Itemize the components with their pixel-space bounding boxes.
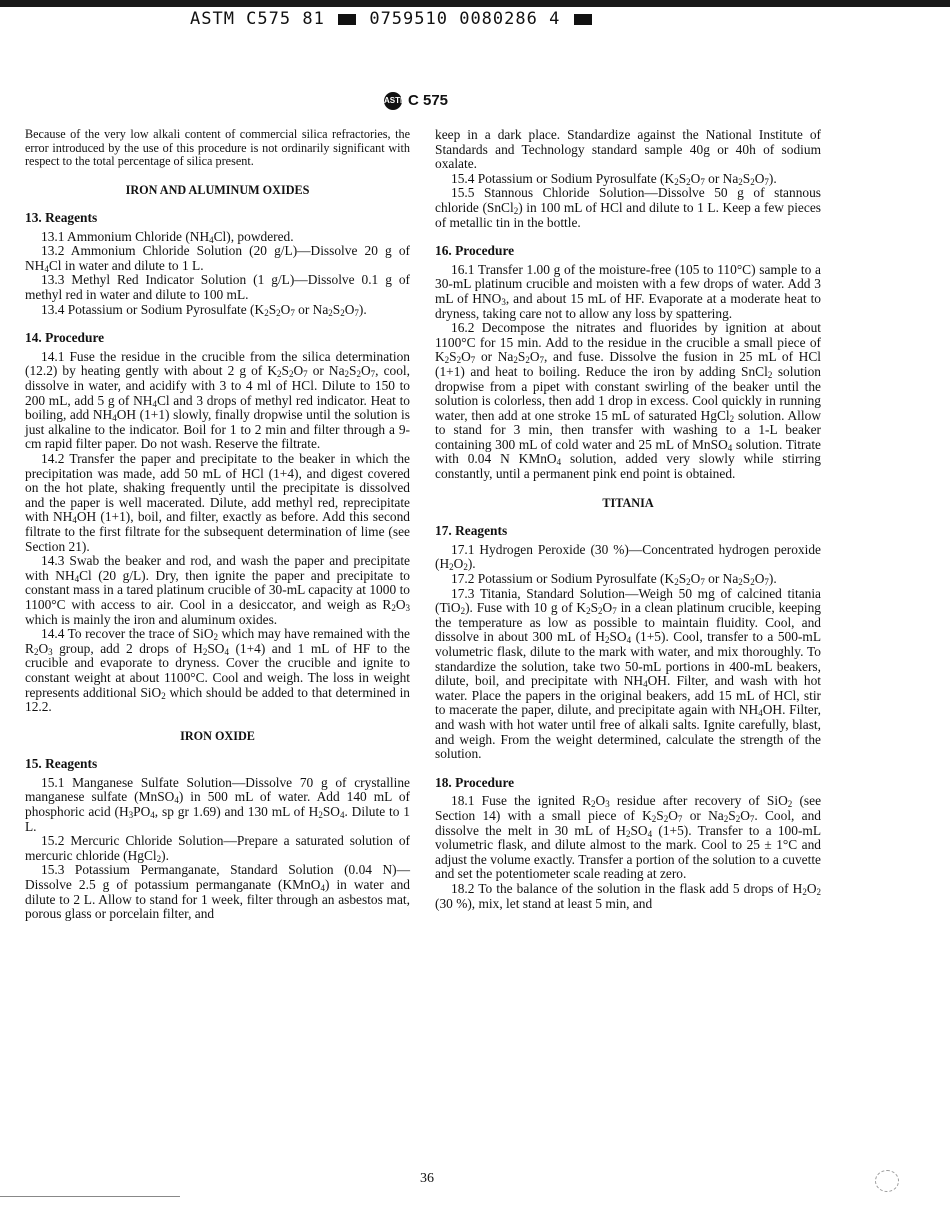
header-code: ASTM C575 81 0759510 0080286 4 bbox=[190, 9, 594, 29]
paragraph: 16.1 Transfer 1.00 g of the moisture-free (105 to 110°C) sample to a 30-mL platinum crucible and moisten with a few drops of water. Add 3 mL of $HNO_3$, and about 15 mL of HF. Evaporate at a moderate heat to dryness, taking care not to allow any loss by spattering. bbox=[435, 261, 821, 321]
section-heading: IRON AND ALUMINUM OXIDES bbox=[125, 182, 310, 197]
scan-mark-icon bbox=[875, 1170, 899, 1192]
paragraph: 15.2 Mercuric Chloride Solution—Prepare a saturated solution of mercuric chloride (HgCl$_2$). bbox=[25, 833, 410, 864]
paragraph: 13.1 Ammonium Chloride $(NH_4Cl)$, powdered. bbox=[41, 228, 294, 245]
section-title: 18. Procedure bbox=[435, 774, 515, 790]
footer-rule bbox=[0, 1196, 180, 1197]
paragraph: 14.2 Transfer the paper and precipitate to the beaker in which the precipitation was made, add 50 mL of HCl (1+4), and digest covered on the hot plate, shaking frequently until the precipitate is dissolved and the paper is well macerated. Dilute, add methyl red, reprecipitate with $NH_4OH$ (1+1), boil, and filter, exactly as before. Add this second filtrate to the first filtrate for the subsequent determination of lime (see Section 21). bbox=[25, 451, 410, 554]
paragraph: 13.4 Potassium or Sodium Pyrosulfate ($K_2S_2O_7$ or $Na_2S_2O_7$). bbox=[41, 301, 367, 318]
astm-logo bbox=[384, 92, 448, 110]
block-mark bbox=[338, 14, 356, 25]
designation: C 575 bbox=[408, 92, 449, 109]
astm-logo-icon: ASTM bbox=[384, 92, 402, 110]
paragraph: 17.2 Potassium or Sodium Pyrosulfate ($K_2S_2O_7$ or $Na_2S_2O_7$). bbox=[451, 571, 777, 588]
section-title: 16. Procedure bbox=[435, 243, 515, 259]
section-title: 17. Reagents bbox=[435, 523, 508, 539]
section-heading: TITANIA bbox=[602, 495, 654, 510]
top-rule bbox=[0, 0, 950, 7]
paragraph: 18.2 To the balance of the solution in the flask add 5 drops of $H_2O_2$ (30 %), mix, let stand at least 5 min, and bbox=[435, 880, 821, 911]
block-mark bbox=[574, 14, 592, 25]
paragraph: 15.4 Potassium or Sodium Pyrosulfate ($K_2S_2O_7$ or $Na_2S_2O_7$). bbox=[451, 170, 777, 187]
paragraph: 17.1 Hydrogen Peroxide (30 %)—Concentrated hydrogen peroxide $(H_2O_2)$. bbox=[435, 541, 821, 573]
section-title: 14. Procedure bbox=[25, 330, 105, 346]
paragraph: 13.2 Ammonium Chloride Solution (20 g/L)—Dissolve 20 g of $NH_4Cl$ in water and dilute to 1 L. bbox=[25, 243, 410, 274]
paragraph: 15.1 Manganese Sulfate Solution—Dissolve 70 g of crystalline manganese sulfate (MnSO$_4$) in 500 mL of water. Add 140 mL of phosphoric acid ($H_3PO_4$, sp gr 1.69) and 130 mL of $H_2SO_4$. Dilute to 1 L. bbox=[25, 774, 410, 834]
paragraph: 18.1 Fuse the ignited $R_2O_3$ residue after recovery of SiO$_2$ (see Section 14) with a small piece of $K_2S_2O_7$ or $Na_2S_2O_7$. Cool, and dissolve the melt in 30 mL of $H_2SO_4$ (1+5). Transfer to a 100-mL volumetric flask, and dilute almost to the mark. Cool to 25 ± 1°C and adjust the volume exactly. Transfer a portion of the solution to a cuvette and set the potentiometer scale reading at zero. bbox=[435, 793, 822, 882]
right-column bbox=[435, 128, 821, 911]
section-heading: IRON OXIDE bbox=[180, 728, 255, 743]
paragraph: 17.3 Titania, Standard Solution—Weigh 50 mg of calcined titania (TiO$_2$). Fuse with 10 g of $K_2S_2O_7$ in a clean platinum crucible, keeping the temperature as low as possible to maintain fluidity. Cool, and dissolve in about 300 mL of $H_2SO_4$ (1+5). Cool, transfer to a 500-mL volumetric flask, dilute to the mark with water, and mix thoroughly. To standardize the solution, take two 50-mL portions in 400-mL beakers, dilute, boil, and precipitate with $NH_4OH$. Filter, and wash with hot water. Place the papers in the original beakers, add 15 mL of HCl, stir to macerate the paper, dilute, and precipitate again with $NH_4OH$. Filter, and wash with hot water until free of alkali salts. Ignite carefully, blast, and weigh. From the weight determined, calculate the strength of the solution. bbox=[435, 585, 822, 762]
section-title: 15. Reagents bbox=[25, 756, 98, 772]
paragraph: keep in a dark place. Standardize against the National Institute of Standards and Technology standard sample 40g or 40h of sodium oxalate. bbox=[435, 127, 821, 172]
section-title: 13. Reagents bbox=[25, 210, 98, 226]
intro-paragraph: Because of the very low alkali content of commercial silica refractories, the error introduced by the use of this procedure is not ordinarily significant with respect to the total percentage of silica present. bbox=[25, 127, 410, 168]
left-column bbox=[25, 128, 410, 922]
paragraph: 14.1 Fuse the residue in the crucible from the silica determination (12.2) by heating gently with about 2 g of $K_2S_2O_7$ or $Na_2S_2O_7$, cool, dissolve in water, and acidify with 3 to 4 ml of HCl. Dilute to 150 to 200 mL, add 5 g of $NH_4Cl$ and 3 drops of methyl red indicator. Heat to boiling, add $NH_4OH$ (1+1) slowly, finally dropwise until the solution is just alkaline to the indicator. Boil for 1 to 2 min and filter through a 9-cm rapid filter paper. Do not wash. Reserve the filtrate. bbox=[25, 348, 410, 452]
page-number: 36 bbox=[420, 1171, 434, 1186]
paragraph: 14.3 Swab the beaker and rod, and wash the paper and precipitate with $NH_4Cl$ (20 g/L). Dry, then ignite the paper and precipitate to constant mass in a tared platinum crucible of 30-mL capacity at 1000 to 1100°C with access to air. Cool in a desiccator, and weigh as $R_2O_3$ which is mainly the iron and aluminum oxides. bbox=[25, 553, 410, 627]
paragraph: 15.3 Potassium Permanganate, Standard Solution (0.04 N)—Dissolve 2.5 g of potassium permanganate (KMnO$_4$) in water and dilute to 2 L. Allow to stand for 1 week, filter through an asbestos mat, porous glass or porcelain filter, and bbox=[25, 862, 410, 922]
paragraph: 14.4 To recover the trace of SiO$_2$ which may have remained with the $R_2O_3$ group, add 2 drops of $H_2SO_4$ (1+4) and 1 mL of HF to the crucible and evaporate to dryness. Cover the crucible and ignite to constant weight at about 1100°C. Cool and weigh. The loss in weight represents additional SiO$_2$ which should be added to that determined in 12.2. bbox=[25, 626, 410, 715]
paragraph: 15.5 Stannous Chloride Solution—Dissolve 50 g of stannous chloride (SnCl$_2$) in 100 mL of HCl and dilute to 1 L. Keep a few pieces of metallic tin in the bottle. bbox=[435, 185, 821, 230]
paragraph: 16.2 Decompose the nitrates and fluorides by ignition at about 1100°C for 15 min. Add to the residue in the crucible a small piece of $K_2S_2O_7$ or $Na_2S_2O_7$, and fuse. Dissolve the fusion in 25 mL of HCl (1+1) and heat to boiling. Reduce the iron by adding SnCl$_2$ solution dropwise from a pipet with constant swirling of the beaker until the solution is colorless, then add 1 drop in excess. Cool quickly in running water, then add at one stroke 15 mL of saturated HgCl$_2$ solution. Allow to stand for 3 min, then transfer with washing to a 1-L beaker containing 300 mL of cold water and 25 mL of MnSO$_4$ solution. Titrate with 0.04 N KMnO$_4$ solution, added very slowly while stirring constantly, until a permanent pink end point is obtained. bbox=[435, 320, 822, 482]
paragraph: 13.3 Methyl Red Indicator Solution (1 g/L)—Dissolve 0.1 g of methyl red in water and dilute to 100 mL. bbox=[25, 272, 410, 303]
